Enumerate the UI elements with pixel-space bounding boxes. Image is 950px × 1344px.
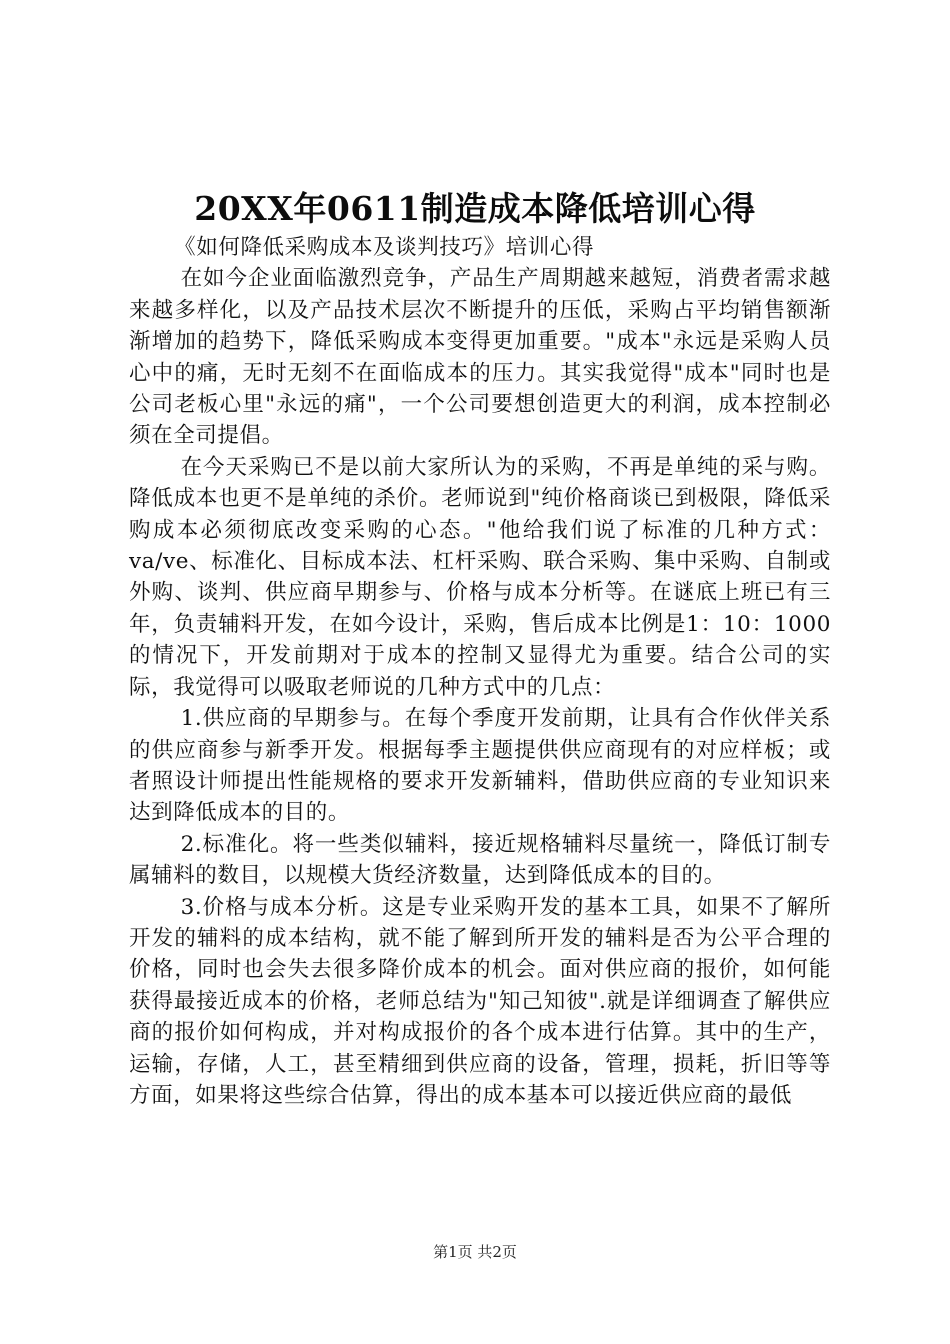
- paragraph-point-2: 2.标准化。将一些类似辅料，接近规格辅料尽量统一，降低订制专属辅料的数目，以规模大货经济数量，达到降低成本的目的。: [129, 831, 831, 889]
- paragraph-point-1: 1.供应商的早期参与。在每个季度开发前期，让具有合作伙伴关系的供应商参与新季开发。根据每季主题提供供应商现有的对应样板；或者照设计师提出性能规格的要求开发新辅料，借助供应商的专业知识来达到降低成本的目的。: [129, 706, 831, 826]
- page-footer: 第1页 共2页: [433, 1243, 517, 1261]
- document-title: 20XX年0611制造成本降低培训心得: [194, 189, 756, 228]
- document-body: [129, 232, 831, 1111]
- document-subtitle: 《如何降低采购成本及谈判技巧》培训心得: [174, 235, 595, 260]
- paragraph-methods: 在今天采购已不是以前大家所认为的采购，不再是单纯的采与购。降低成本也更不是单纯的杀价。老师说到"纯价格商谈已到极限，降低采购成本必须彻底改变采购的心态。"他给我们说了标准的几种方式：va/ve、标准化、目标成本法、杠杆采购、联合采购、集中采购、自制或外购、谈判、供应商早期参与、价格与成本分析等。在谜底上班已有三年，负责辅料开发，在如今设计，采购，售后成本比例是1：10：1000的情况下，开发前期对于成本的控制又显得尤为重要。结合公司的实际，我觉得可以吸取老师说的几种方式中的几点：: [129, 454, 831, 700]
- paragraph-point-3: 3.价格与成本分析。这是专业采购开发的基本工具，如果不了解所开发的辅料的成本结构，就不能了解到所开发的辅料是否为公平合理的价格，同时也会失去很多降价成本的机会。面对供应商的报价，如何能获得最接近成本的价格，老师总结为"知己知彼".就是详细调查了解供应商的报价如何构成，并对构成报价的各个成本进行估算。其中的生产，运输，存储，人工，甚至精细到供应商的设备，管理，损耗，折旧等等方面，如果将这些综合估算，得出的成本基本可以接近供应商的最低: [129, 894, 831, 1108]
- paragraph-intro: 在如今企业面临激烈竞争，产品生产周期越来越短，消费者需求越来越多样化，以及产品技术层次不断提升的压低，采购占平均销售额渐渐增加的趋势下，降低采购成本变得更加重要。"成本"永远是采购人员心中的痛，无时无刻不在面临成本的压力。其实我觉得"成本"同时也是公司老板心里"永远的痛"，一个公司要想创造更大的利润，成本控制必须在全司提倡。: [129, 266, 831, 449]
